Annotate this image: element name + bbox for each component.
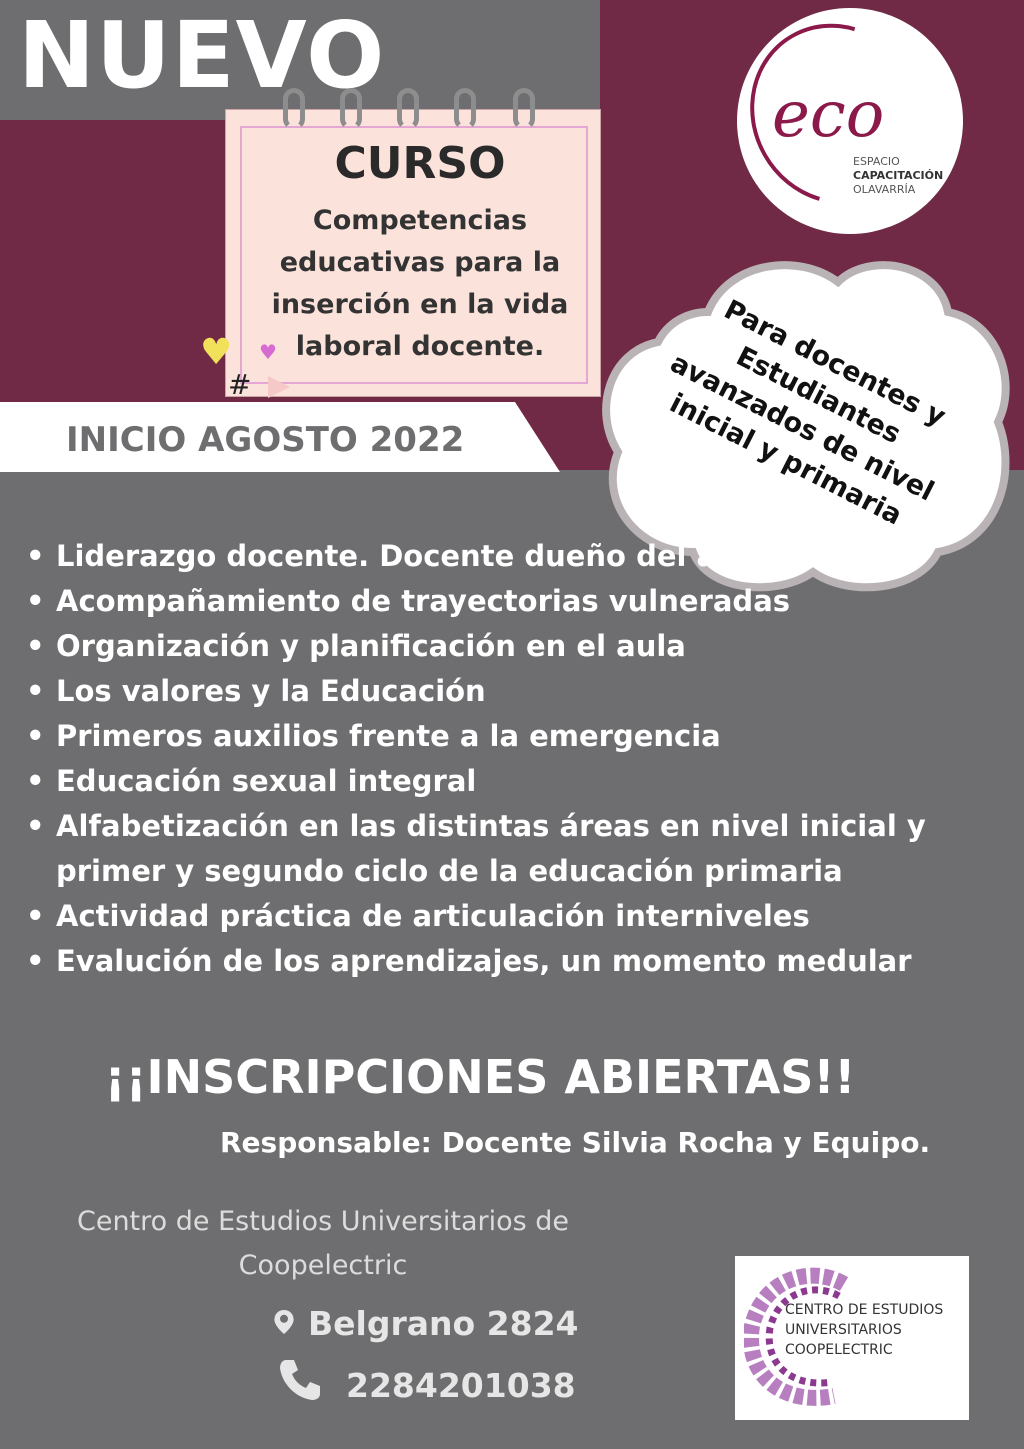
spiral-ring-icon [283,88,305,130]
list-item: • Liderazgo docente. Docente dueño del aula [26,534,1016,579]
spiral-ring-icon [454,88,476,130]
list-item: • Los valores y la Educación [26,669,1016,714]
registration-heading: ¡¡INSCRIPCIONES ABIERTAS!! [104,1050,856,1104]
ceu-line-3: COOPELECTRIC [785,1342,893,1358]
ceu-line-2: UNIVERSITARIOS [785,1322,902,1338]
list-item: • Acompañamiento de trayectorias vulneradas [26,579,1016,624]
responsible-text: Responsable: Docente Silvia Rocha y Equipo. [220,1126,931,1159]
ceu-line-1: CENTRO DE ESTUDIOS [785,1302,944,1318]
nuevo-heading: NUEVO [18,2,386,109]
phone-number: 2284201038 [346,1366,576,1405]
spiral-ring-icon [397,88,419,130]
pink-heart-icon: ♥ [259,340,277,364]
map-pin-icon [272,1310,296,1334]
eco-line-2: CAPACITACIÓN [853,169,944,182]
list-item: • Educación sexual integral [26,759,1016,804]
list-item: • Evalución de los aprendizajes, un momento medular [26,939,1016,984]
course-title: CURSO [334,138,506,189]
eco-logo-word: eco [772,78,885,152]
spiral-ring-icon [340,88,362,130]
yellow-heart-icon: ♥ [200,332,233,373]
list-item: • Organización y planificación en el aula [26,624,1016,669]
eco-logo-subtitle [853,155,943,197]
center-name: Centro de Estudios Universitarios de Coopelectric [76,1206,570,1281]
start-date: INICIO AGOSTO 2022 [66,420,465,460]
spiral-ring-icon [513,88,535,130]
list-item: • Primeros auxilios frente a la emergencia [26,714,1016,759]
list-item: • Alfabetización en las distintas áreas en nivel inicial y primer y segundo ciclo de la educación primaria [26,804,936,894]
phone-icon [276,1356,324,1404]
list-item: • Actividad práctica de articulación interniveles [26,894,1016,939]
ceu-logo-text [785,1300,943,1360]
audience-text: Para docentes y Estudiantes avanzados de nivel inicial y primaria [664,294,951,532]
eco-line-1: ESPACIO [853,155,900,168]
address: Belgrano 2824 [308,1304,579,1343]
arrow-doodle-icon [268,376,290,398]
eco-line-3: OLAVARRÍA [853,183,916,196]
topics-list [26,534,1016,984]
hashtag-doodle-icon: # [228,368,252,401]
course-description: Competencias educativas para la inserción en la vida laboral docente. [271,205,569,362]
